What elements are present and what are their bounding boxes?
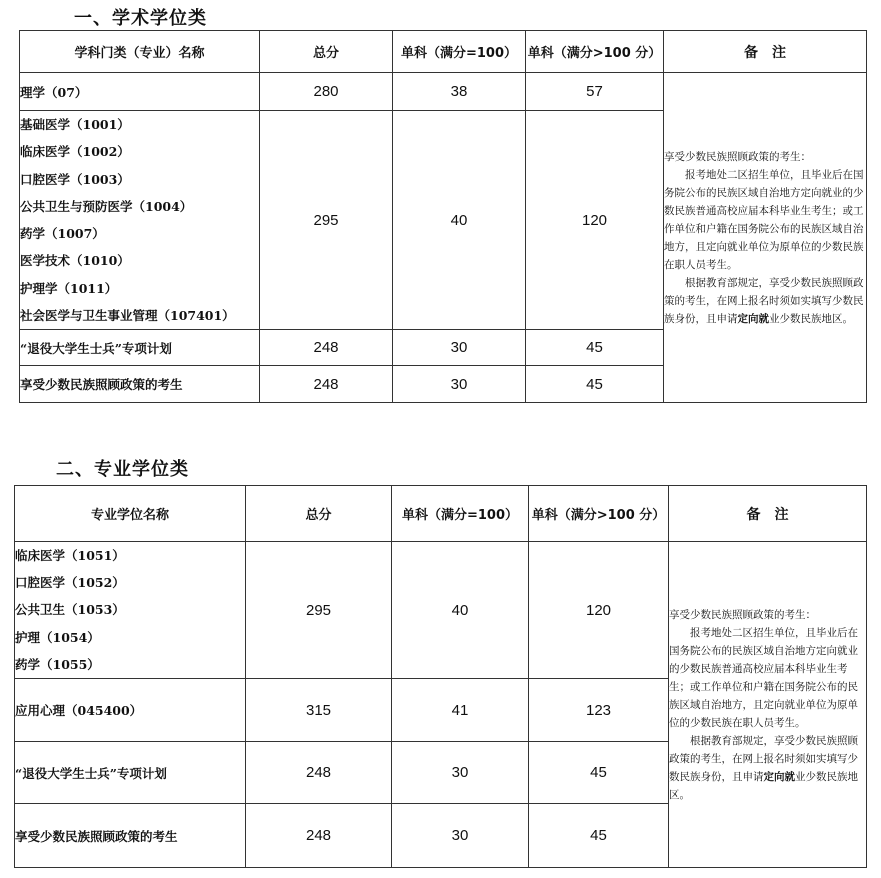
header-name: 学科门类（专业）名称 bbox=[20, 31, 260, 73]
table-header-row bbox=[15, 486, 867, 542]
list-item: 临床医学（1051） bbox=[15, 548, 125, 564]
header-total: 总分 bbox=[260, 31, 393, 73]
remarks-paragraph: 根据教育部规定，享受少数民族照顾政策的考生，在网上报名时须如实填写少数民族身份，且申请定向就业少数民族地区。 bbox=[664, 276, 864, 325]
table-header-row bbox=[20, 31, 867, 73]
row-total: 295 bbox=[246, 542, 392, 679]
list-item: 药学（1007） bbox=[20, 226, 105, 242]
list-item: 社会医学与卫生事业管理（107401） bbox=[20, 307, 235, 323]
table-row bbox=[20, 73, 867, 111]
header-single-over-100: 单科（满分>100 分） bbox=[529, 486, 669, 542]
row-total: 315 bbox=[246, 679, 392, 742]
section2-title: 二、专业学位类 bbox=[56, 459, 189, 480]
row-single-over-100: 45 bbox=[526, 330, 664, 366]
row-single-100: 30 bbox=[393, 330, 526, 366]
list-item: 医学技术（1010） bbox=[20, 253, 130, 269]
remarks-intro: 享受少数民族照顾政策的考生： bbox=[669, 608, 816, 621]
row-name: 理学（07） bbox=[20, 73, 260, 111]
row-total: 248 bbox=[260, 366, 393, 403]
row-single-100: 30 bbox=[393, 366, 526, 403]
row-name: “退役大学生士兵”专项计划 bbox=[15, 742, 246, 804]
row-single-over-100: 123 bbox=[529, 679, 669, 742]
row-name: “退役大学生士兵”专项计划 bbox=[20, 330, 260, 366]
row-single-over-100: 45 bbox=[526, 366, 664, 403]
remarks-cell bbox=[669, 542, 867, 868]
row-single-100: 41 bbox=[392, 679, 529, 742]
header-remarks: 备 注 bbox=[664, 31, 867, 73]
remarks-paragraph: 根据教育部规定，享受少数民族照顾政策的考生，在网上报名时须如实填写少数民族身份，且申请定向就业少数民族地区。 bbox=[669, 734, 858, 801]
list-item: 公共卫生（1053） bbox=[15, 602, 125, 618]
list-item: 基础医学（1001） bbox=[20, 117, 130, 133]
remarks-cell bbox=[664, 73, 867, 403]
row-total: 248 bbox=[246, 804, 392, 868]
list-item: 护理（1054） bbox=[15, 629, 100, 645]
row-single-over-100: 45 bbox=[529, 742, 669, 804]
row-total: 280 bbox=[260, 73, 393, 111]
header-name: 专业学位名称 bbox=[15, 486, 246, 542]
remarks-intro: 享受少数民族照顾政策的考生： bbox=[664, 150, 811, 163]
academic-degree-table bbox=[19, 30, 867, 403]
row-total: 248 bbox=[260, 330, 393, 366]
row-name bbox=[20, 111, 260, 330]
list-item: 口腔医学（1003） bbox=[20, 171, 130, 187]
list-item: 临床医学（1002） bbox=[20, 144, 130, 160]
list-item: 公共卫生与预防医学（1004） bbox=[20, 198, 193, 214]
row-single-100: 30 bbox=[392, 742, 529, 804]
row-single-over-100: 120 bbox=[526, 111, 664, 330]
row-name bbox=[15, 542, 246, 679]
row-single-over-100: 57 bbox=[526, 73, 664, 111]
row-single-over-100: 45 bbox=[529, 804, 669, 868]
table-row bbox=[15, 542, 867, 679]
list-item: 护理学（1011） bbox=[20, 280, 118, 296]
row-single-over-100: 120 bbox=[529, 542, 669, 679]
row-name: 享受少数民族照顾政策的考生 bbox=[15, 804, 246, 868]
professional-degree-table bbox=[14, 485, 867, 868]
section1-title: 一、学术学位类 bbox=[74, 8, 207, 29]
remarks-paragraph: 报考地处二区招生单位，且毕业后在国务院公布的民族区域自治地方定向就业的少数民族普通高校应届本科毕业生考生；或工作单位和户籍在国务院公布的民族区域自治地方，且定向就业单位为原单位的少数民族在职人员考生。 bbox=[669, 626, 858, 729]
header-total: 总分 bbox=[246, 486, 392, 542]
header-remarks: 备 注 bbox=[669, 486, 867, 542]
list-item: 药学（1055） bbox=[15, 656, 100, 672]
row-total: 248 bbox=[246, 742, 392, 804]
header-single-100: 单科（满分=100） bbox=[392, 486, 529, 542]
row-single-100: 40 bbox=[392, 542, 529, 679]
row-single-100: 30 bbox=[392, 804, 529, 868]
header-single-100: 单科（满分=100） bbox=[393, 31, 526, 73]
row-name: 享受少数民族照顾政策的考生 bbox=[20, 366, 260, 403]
row-name: 应用心理（045400） bbox=[15, 679, 246, 742]
row-total: 295 bbox=[260, 111, 393, 330]
row-single-100: 40 bbox=[393, 111, 526, 330]
header-single-over-100: 单科（满分>100 分） bbox=[526, 31, 664, 73]
remarks-paragraph: 报考地处二区招生单位，且毕业后在国务院公布的民族区域自治地方定向就业的少数民族普通高校应届本科毕业生考生；或工作单位和户籍在国务院公布的民族区域自治地方，且定向就业单位为原单位的少数民族在职人员考生。 bbox=[664, 168, 864, 271]
row-single-100: 38 bbox=[393, 73, 526, 111]
list-item: 口腔医学（1052） bbox=[15, 575, 125, 591]
